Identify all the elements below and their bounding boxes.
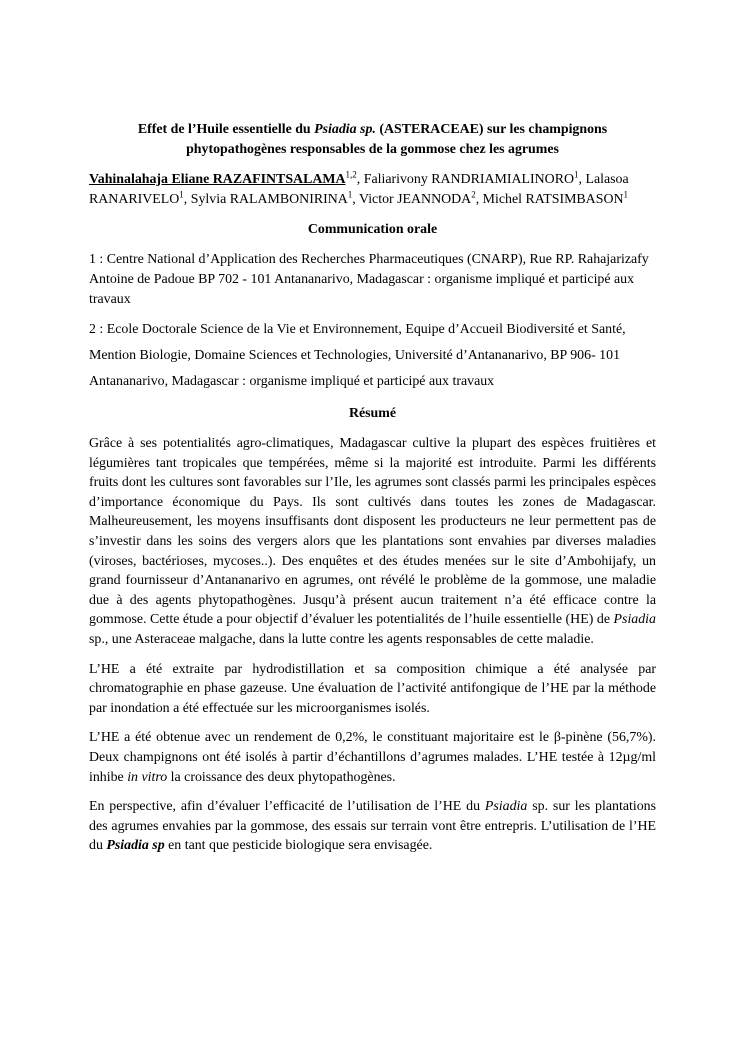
author-4-affil: 1 xyxy=(347,189,353,200)
affiliation-2: 2 : Ecole Doctorale Science de la Vie et Environnement, Equipe d’Accueil Biodiversité et Santé, Mention Biologie, Domaine Sciences et Technologies, Université d’Antananarivo, BP 906- 101 Antananarivo, Madagascar : organisme impliqué et participé aux travaux xyxy=(89,322,626,389)
title-genus: Psiadia sp. xyxy=(314,122,376,137)
in-vitro-italic: in vitro xyxy=(127,769,168,785)
author-5-affil: 2 xyxy=(471,189,476,200)
affiliation-1: 1 : Centre National d’Application des Recherches Pharmaceutiques (CNARP), Rue RP. Rahajarizafy Antoine de Padoue BP 702 - 101 Antananarivo, Madagascar : organisme impliqué et participé aux travaux xyxy=(89,252,649,307)
author-1-affil: 1,2 xyxy=(345,169,357,180)
communication-type: Communication orale xyxy=(307,222,438,237)
paper-title: Effet de l’Huile essentielle du Psiadia sp. (ASTERACEAE) sur les champignons phytopathogènes responsables de la gommose chez les agrumes xyxy=(137,122,608,157)
genus-italic: Psiadia xyxy=(613,612,656,628)
author-3: Lalasoa RANARIVELO xyxy=(89,172,629,207)
author-1: Vahinalahaja Eliane RAZAFINTSALAMA xyxy=(89,172,346,187)
abstract-paragraph-4: En perspective, afin d’évaluer l’efficacité de l’utilisation de l’HE du Psiadia sp. sur les plantations des agrumes envahies par la gommose, des essais sur terrain vont être entrepris. L’utilisation de l’HE du Psiadia sp en tant que pesticide biologique sera envisagée. xyxy=(89,799,657,854)
abstract-paragraph-2: L’HE a été extraite par hydrodistillation et sa composition chimique a été analysée par chromatographie en phase gazeuse. Une évaluation de l’activité antifongique de l’HE par la méthode par inondation a été effectuée sur les microorganismes isolés. xyxy=(89,661,656,716)
abstract-paragraph-3: L’HE a été obtenue avec un rendement de 0,2%, le constituant majoritaire est le β-pinène (56,7%). Deux champignons ont été isolés à partir d’échantillons d’agrumes malades. L’HE testée à 12µg/ml inhibe in vitro la croissance des deux phytopathogènes. xyxy=(89,730,656,785)
author-list: Vahinalahaja Eliane RAZAFINTSALAMA$^{1,2}$, Faliarivony RANDRIAMIALINORO$^1$, Lalasoa RANARIVELO$^1$, Sylvia RALAMBONIRINA$^1$, Victor JEANNODA$^2$, Michel RATSIMBASON$^1$ xyxy=(89,169,629,207)
abstract-heading: Résumé xyxy=(348,406,397,421)
abstract-paragraph-1: Grâce à ses potentialités agro-climatiques, Madagascar cultive la plupart des espèces fruitières et légumières tant tropicales que tempérées, même si la majorité est introduite. Parmi les différents fruits dont les cultures sont favorables sur l’Ile, les agrumes sont classés parmi les principales espèces d’importance économique du Pays. Ils sont cultivés dans toutes les zones de Madagascar. Malheureusement, les moyens insuffisants dont disposent les producteurs ne leur permettent pas de s’investir dans les soins des vergers alors que les plantations sont envahies par diverses maladies (viroses, bactérioses, mycoses..). Des enquêtes et des études menées sur le site d’Ambohijafy, un grand fournisseur d’Antananarivo en agrumes, ont révélé le problème de la gommose, une maladie due à des agents phytopathogènes. Jusqu’à présent aucun traitement n’a été efficace contre la gommose. Cette étude a pour objectif d’évaluer les potentialités de l’huile essentielle (HE) de Psiadia sp., une Asteraceae malgache, dans la lutte contre les agents responsables de cette maladie. xyxy=(89,436,656,647)
author-2-affil: 1 xyxy=(574,169,579,180)
document-page xyxy=(89,120,656,866)
genus-bold-italic: Psiadia sp xyxy=(106,838,165,854)
author-3-affil: 1 xyxy=(179,189,184,200)
author-4: Sylvia RALAMBONIRINA xyxy=(190,192,348,207)
author-2: Faliarivony RANDRIAMIALINORO xyxy=(363,172,574,187)
author-6: Michel RATSIMBASON xyxy=(482,192,624,207)
genus-italic: Psiadia xyxy=(484,799,528,815)
author-6-affil: 1 xyxy=(623,189,629,200)
abstract-body xyxy=(89,434,656,856)
author-5: Victor JEANNODA xyxy=(359,192,472,207)
